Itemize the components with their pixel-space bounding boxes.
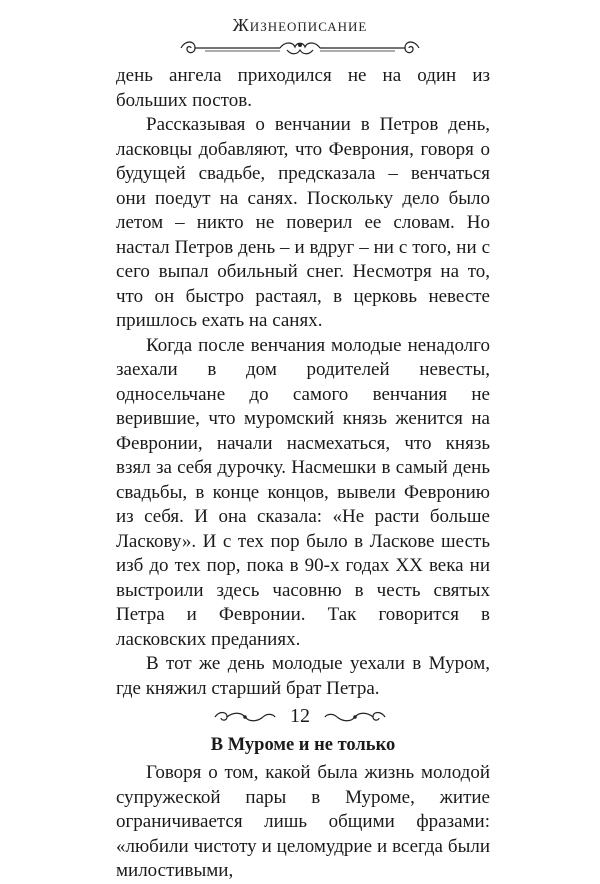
page-body <box>116 64 490 884</box>
section-title: В Муроме и не только <box>210 735 396 755</box>
page-footer <box>0 705 600 731</box>
page-header <box>0 14 600 58</box>
running-head: Жизнеописание <box>232 15 368 35</box>
footer-left-ornament-icon <box>213 709 277 725</box>
paragraph: В тот же день молодые уехали в Муром, где княжил старший брат Петра. <box>116 653 490 699</box>
paragraph: Когда после венчания молодые ненадолго заехали в дом родителей невесты, односельчане до самого венчания не верившие, что муромский князь женится на Февронии, начали насмехаться, что князь взял за себя дурочку. Насмешки в самый день свадьбы, в конце концов, вывели Февронию из себя. И она сказала: «Не расти больше Ласкову». И с тех пор было в Ласкове шесть изб до тех пор, пока в 90-х годах XX века ни выстроили здесь часовню в честь святых Петра и Февронии. Так говорится в ласковских преданиях. <box>116 334 490 650</box>
paragraph: Рассказывая о венчании в Петров день, ласковцы добавляют, что Феврония, говоря о будущей свадьбе, предсказала – венчаться они поедут на санях. Поскольку дело было летом – никто не поверил ее словам. Но настал Петров день – и вдруг – ни с того, ни с сего выпал обильный снег. Несмотря на то, что он быстро растаял, в церковь невесте пришлось ехать на санях. <box>116 114 490 331</box>
paragraph: день ангела приходился не на один из больших постов. <box>116 65 490 111</box>
paragraph: Говоря о том, какой была жизнь молодой супружеской пары в Муроме, житие ограничивается лишь общими фразами: «любили чистоту и целомудрие и всегда были милостивыми, <box>116 762 490 881</box>
page-number: 12 <box>290 705 310 727</box>
footer-right-ornament-icon <box>323 709 387 725</box>
header-ornament-icon <box>175 38 425 58</box>
